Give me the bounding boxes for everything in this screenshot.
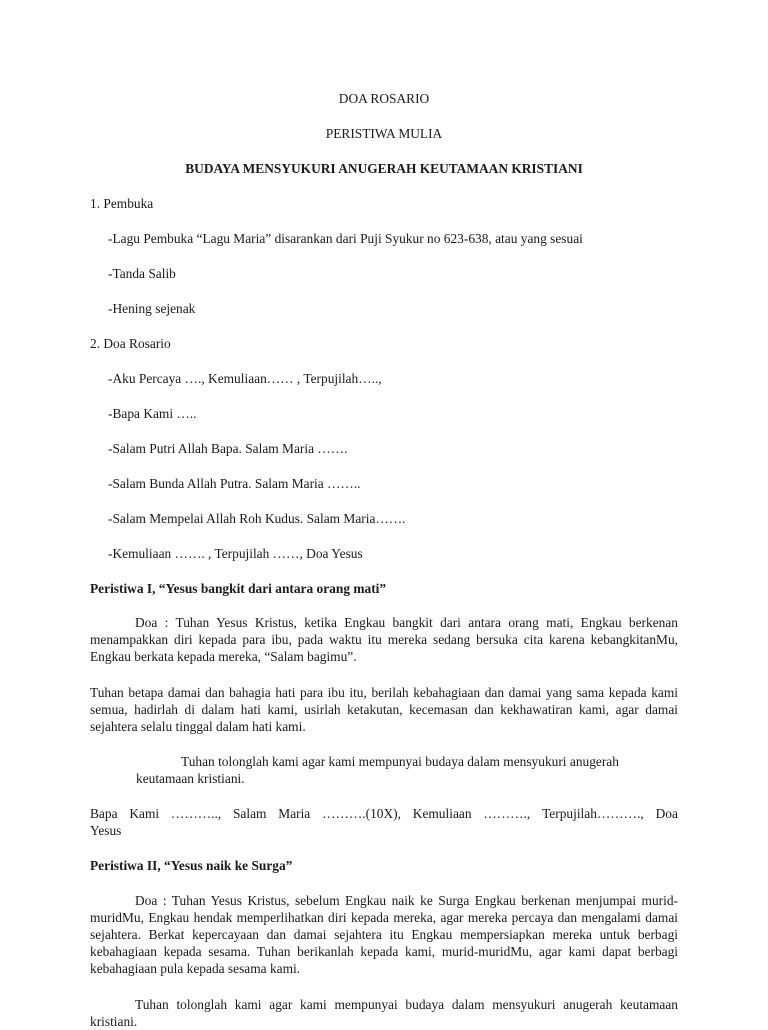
prayer-word: Terpujilah………., — [542, 806, 644, 821]
document-title: DOA ROSARIO — [338, 91, 430, 106]
list-item: -Salam Mempelai Allah Roh Kudus. Salam Maria……. — [108, 511, 406, 526]
document-subtitle: PERISTIWA MULIA — [325, 126, 443, 141]
prayer-word: Salam — [232, 806, 267, 821]
peristiwa-1-prayers-tail: Yesus — [90, 823, 122, 838]
prayer-word: Kemuliaan — [412, 806, 472, 821]
prayer-word: Maria — [278, 806, 311, 821]
list-item: -Kemuliaan ……. , Terpujilah ……, Doa Yesus — [108, 546, 363, 561]
peristiwa-1-tolong-line-2: keutamaan kristiani. — [136, 771, 245, 786]
list-item: -Salam Bunda Allah Putra. Salam Maria …….. — [108, 476, 361, 491]
list-item: -Aku Percaya …., Kemuliaan…… , Terpujilah….., — [108, 371, 382, 386]
list-item: -Hening sejenak — [108, 301, 196, 316]
prayer-word: ……….., — [170, 806, 222, 821]
prayer-word: Doa — [655, 806, 678, 821]
peristiwa-2-heading: Peristiwa II, “Yesus naik ke Surga” — [90, 858, 293, 873]
prayer-word: Kami — [129, 806, 160, 821]
peristiwa-2-doa: Doa : Tuhan Yesus Kristus, sebelum Engkau naik ke Surga Engkau berkenan menjumpai murid-muridMu, Engkau hendak memperlihatkan diri kepada mereka, agar mereka percaya dan mengalami damai sejahtera. Berkat kepercayaan dan damai sejahtera itu Engkau mempersiapkan mereka untuk berbagi kebahagiaan kepada sesama. Tuhan berikanlah kepada kami, murid-muridMu, agar kami dapat berbagi kebahagiaan pula kepada sesama kami. — [90, 893, 678, 976]
peristiwa-1-heading: Peristiwa I, “Yesus bangkit dari antara orang mati” — [90, 581, 387, 596]
list-item: -Tanda Salib — [108, 266, 176, 281]
list-item: -Lagu Pembuka “Lagu Maria” disarankan dari Puji Syukur no 623-638, atau yang sesuai — [108, 231, 583, 246]
document-heading: BUDAYA MENSYUKURI ANUGERAH KEUTAMAAN KRISTIANI — [185, 161, 583, 176]
prayer-word: Bapa — [90, 806, 118, 821]
list-item: -Salam Putri Allah Bapa. Salam Maria ……. — [108, 441, 348, 456]
peristiwa-1-prayers — [90, 805, 678, 822]
peristiwa-1-doa: Doa : Tuhan Yesus Kristus, ketika Engkau bangkit dari antara orang mati, Engkau berkenan menampakkan diri kepada para ibu, pada waktu itu mereka sedang bersuka cita karena kebangkitanMu, Engkau berkata kepada mereka, “Salam bagimu”. — [90, 615, 678, 664]
peristiwa-1-tolong-line-1: Tuhan tolonglah kami agar kami mempunyai budaya dalam mensyukuri anugerah — [181, 754, 619, 769]
peristiwa-2-tolong: Tuhan tolonglah kami agar kami mempunyai budaya dalam mensyukuri anugerah keutamaan kristiani. — [90, 997, 678, 1029]
section-doa-rosario-label: 2. Doa Rosario — [90, 336, 171, 351]
list-item: -Bapa Kami ….. — [108, 406, 197, 421]
peristiwa-1-paragraph: Tuhan betapa damai dan bahagia hati para ibu itu, berilah kebahagiaan dan damai yang sama kepada kami semua, hadirlah di dalam hati kami, usirlah ketakutan, kecemasan dan kekhawatiran kami, agar damai sejahtera selalu tinggal dalam hati kami. — [90, 685, 678, 734]
prayer-word: ……….(10X), — [322, 806, 401, 821]
prayer-word: ………., — [483, 806, 531, 821]
section-pembuka-label: 1. Pembuka — [90, 196, 154, 211]
